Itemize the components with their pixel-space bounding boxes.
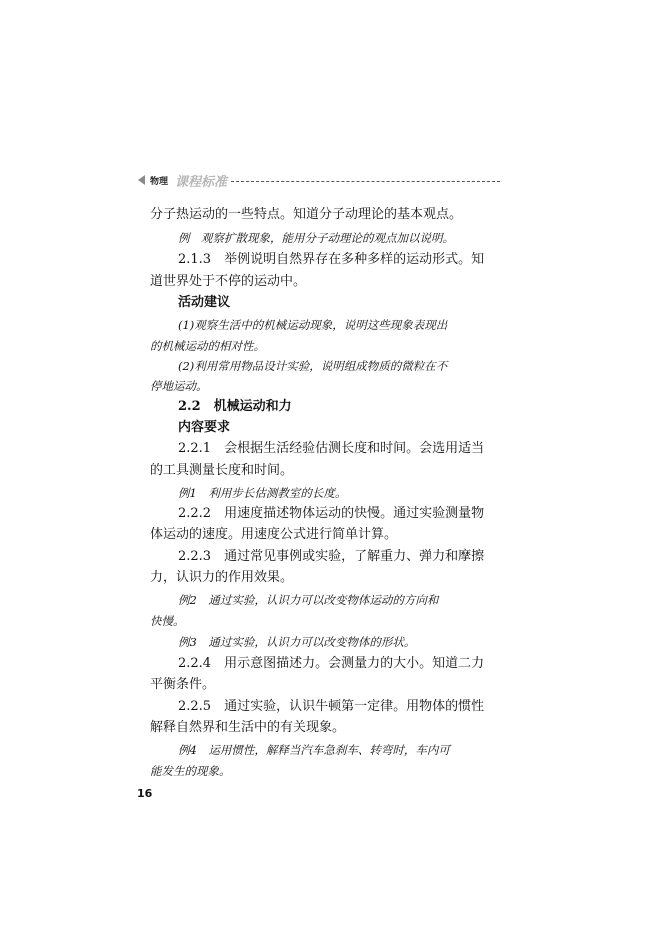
clause-line: 2.2.4 用示意图描述力。会测量力的大小。知道二力 <box>178 656 485 671</box>
example-line: 例4 运用惯性，解释当汽车急刹车、转弯时，车内可 <box>178 743 450 757</box>
clause-line: 2.2.5 通过实验，认识牛顿第一定律。用物体的惯性 <box>178 699 485 714</box>
section-heading: 2.2 机械运动和力 <box>178 399 292 414</box>
clause-line: 2.1.3 举例说明自然界存在多种多样的运动形式。知 <box>178 252 485 267</box>
text-line: 力，认识力的作用效果。 <box>150 570 294 585</box>
header-dashed-rule <box>231 181 500 182</box>
activity-line: (1)观察生活中的机械运动现象，说明这些现象表现出 <box>178 318 448 332</box>
activity-line: 的机械运动的相对性。 <box>150 339 265 353</box>
clause-line: 2.2.3 通过常见事例或实验，了解重力、弹力和摩擦 <box>178 549 485 564</box>
example-line: 快慢。 <box>150 614 185 628</box>
text-line: 分子热运动的一些特点。知道分子动理论的基本观点。 <box>150 207 463 222</box>
text-line: 道世界处于不停的运动中。 <box>150 274 307 289</box>
text-line: 体运动的速度。用速度公式进行简单计算。 <box>150 527 398 542</box>
running-header <box>138 172 500 188</box>
example-line: 例1 利用步长估测教室的长度。 <box>178 486 347 500</box>
header-book-title: 课程标准 <box>175 174 228 190</box>
activity-line: (2)利用常用物品设计实验，说明组成物质的微粒在不 <box>178 359 448 373</box>
activity-line: 停地运动。 <box>150 379 208 393</box>
page-number: 16 <box>137 787 153 800</box>
subheading-content: 内容要求 <box>178 420 231 435</box>
clause-line: 2.2.2 用速度描述物体运动的快慢。通过实验测量物 <box>178 506 485 521</box>
text-line: 解释自然界和生活中的有关现象。 <box>150 720 346 735</box>
example-line: 例3 通过实验，认识力可以改变物体的形状。 <box>178 635 416 649</box>
example-line: 例 观察扩散现象，能用分子动理论的观点加以说明。 <box>178 231 454 245</box>
clause-line: 2.2.1 会根据生活经验估测长度和时间。会选用适当 <box>178 441 485 456</box>
example-line: 能发生的现象。 <box>150 764 231 778</box>
subheading-activity: 活动建议 <box>178 295 231 310</box>
text-line: 的工具测量长度和时间。 <box>150 463 294 478</box>
text-line: 平衡条件。 <box>150 677 216 692</box>
header-subject: 物理 <box>150 176 169 187</box>
example-line: 例2 通过实验，认识力可以改变物体运动的方向和 <box>178 593 439 607</box>
triangle-left-icon <box>138 175 145 185</box>
